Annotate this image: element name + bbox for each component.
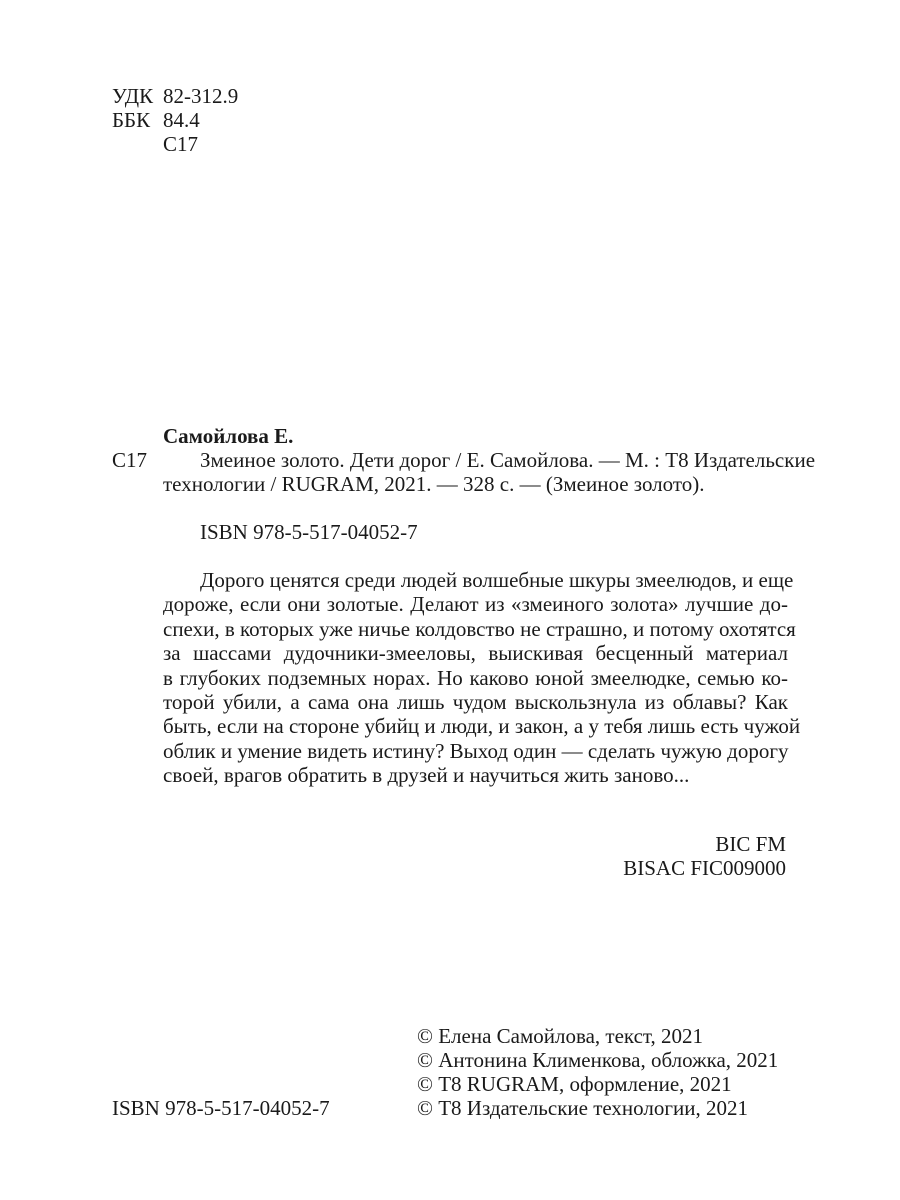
annotation-line: Дорого ценятся среди людей волшебные шкуры змеелюдов, и еще xyxy=(200,568,794,592)
description-line: технологии / RUGRAM, 2021. — 328 с. — (Змеиное золото). xyxy=(163,472,705,496)
author-mark: С17 xyxy=(163,132,199,156)
copyright-line: © Т8 RUGRAM, оформление, 2021 xyxy=(417,1072,732,1096)
annotation-line: спехи, в которых уже ничье колдовство не страшно, и потому охотятся xyxy=(163,616,796,641)
entry-author-mark: С17 xyxy=(112,448,148,472)
copyright-line: © Т8 Издательские технологии, 2021 xyxy=(417,1096,748,1120)
copyright-line: © Елена Самойлова, текст, 2021 xyxy=(417,1024,704,1048)
bic-code: BIC FM xyxy=(715,832,786,856)
annotation-line: торой убили, а сама она лишь чудом выскользнула из облавы? Как xyxy=(163,690,788,715)
udk-label: УДК xyxy=(112,84,154,108)
annotation-line: быть, если на стороне убийц и люди, и закон, а у тебя лишь есть чужой xyxy=(163,714,801,739)
annotation xyxy=(163,568,801,788)
copyright-line: © Антонина Клименкова, обложка, 2021 xyxy=(417,1048,779,1072)
author-name: Самойлова Е. xyxy=(163,424,294,448)
bibliographic-description xyxy=(163,448,816,496)
footer-isbn: ISBN 978-5-517-04052-7 xyxy=(112,1096,330,1120)
bbk-label: ББК xyxy=(112,108,151,132)
udk-value: 82-312.9 xyxy=(163,84,239,108)
bisac-code: BISAC FIC009000 xyxy=(623,856,786,880)
annotation-line: за шассами дудочники-змееловы, выискивая бесценный материал xyxy=(163,641,788,666)
annotation-line: облик и умение видеть истину? Выход один — сделать чужую дорогу xyxy=(163,738,789,763)
description-line: Змеиное золото. Дети дорог / Е. Самойлова. — М. : Т8 Издательские xyxy=(200,448,816,472)
annotation-line: своей, врагов обратить в друзей и научиться жить заново... xyxy=(163,763,690,788)
bbk-value: 84.4 xyxy=(163,108,200,132)
isbn-entry: ISBN 978-5-517-04052-7 xyxy=(200,520,418,544)
annotation-line: дороже, если они золотые. Делают из «змеиного золота» лучшие до- xyxy=(163,592,788,617)
annotation-line: в глубоких подземных норах. Но каково юной змеелюдке, семью ко- xyxy=(163,665,788,690)
